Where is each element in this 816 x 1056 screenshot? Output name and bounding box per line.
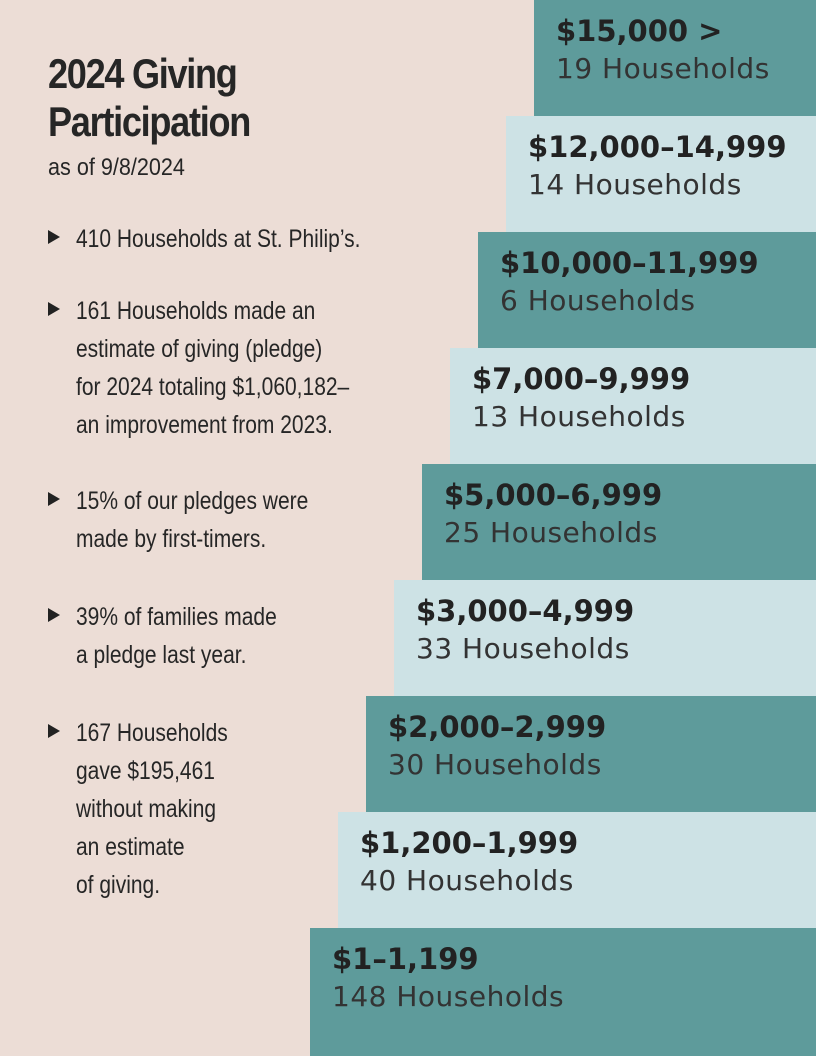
fact-line: 39% of families made <box>76 603 277 631</box>
fact-line: 161 Households made an <box>76 297 316 325</box>
tier-range: $3,000–4,999 <box>416 594 635 628</box>
fact-line: estimate of giving (pledge) <box>76 335 323 363</box>
fact-line: 167 Households <box>76 719 228 747</box>
fact-line: made by first-timers. <box>76 525 267 553</box>
triangle-bullet-icon <box>48 230 60 244</box>
fact-line: gave $195,461 <box>76 757 215 785</box>
tier-range: $5,000–6,999 <box>444 478 663 512</box>
fact-text <box>76 482 308 558</box>
giving-tier <box>450 348 816 464</box>
fact-text <box>76 714 228 904</box>
fact-line: for 2024 totaling $1,060,182– <box>76 373 350 401</box>
giving-tier <box>310 928 816 1056</box>
as-of-date: as of 9/8/2024 <box>48 154 185 181</box>
fact-item <box>48 714 257 904</box>
giving-tier <box>422 464 816 580</box>
title-line-2: Participation <box>48 98 251 145</box>
giving-tier <box>366 696 816 812</box>
giving-tier <box>338 812 816 928</box>
fact-line: an improvement from 2023. <box>76 411 333 439</box>
fact-line: 410 Households at St. Philip’s. <box>76 225 361 253</box>
giving-tier <box>534 0 816 116</box>
title-line-1: 2024 Giving <box>48 50 237 97</box>
fact-line: of giving. <box>76 871 161 899</box>
giving-tier <box>394 580 816 696</box>
tier-households: 40 Households <box>360 864 574 897</box>
tier-range: $2,000–2,999 <box>388 710 607 744</box>
fact-item <box>48 220 415 258</box>
fact-line: a pledge last year. <box>76 641 247 669</box>
fact-text <box>76 220 360 258</box>
giving-tier <box>478 232 816 348</box>
tier-households: 33 Households <box>416 632 630 665</box>
tier-range: $10,000–11,999 <box>500 246 759 280</box>
fact-line: an estimate <box>76 833 185 861</box>
tier-households: 6 Households <box>500 284 696 317</box>
tier-households: 148 Households <box>332 980 565 1013</box>
tier-range: $1,200–1,999 <box>360 826 579 860</box>
page-title <box>48 50 332 146</box>
fact-item <box>48 482 353 558</box>
fact-text <box>76 598 277 674</box>
tier-range: $1–1,199 <box>332 942 479 976</box>
triangle-bullet-icon <box>48 302 60 316</box>
fact-item <box>48 292 401 444</box>
tier-range: $12,000–14,999 <box>528 130 787 164</box>
fact-item <box>48 598 315 674</box>
tier-households: 13 Households <box>472 400 686 433</box>
tier-range: $15,000 > <box>556 14 723 48</box>
fact-line: without making <box>76 795 217 823</box>
fact-line: 15% of our pledges were <box>76 487 309 515</box>
fact-text <box>76 292 349 444</box>
tier-households: 30 Households <box>388 748 602 781</box>
triangle-bullet-icon <box>48 724 60 738</box>
triangle-bullet-icon <box>48 492 60 506</box>
giving-tier <box>506 116 816 232</box>
tier-range: $7,000–9,999 <box>472 362 691 396</box>
tier-households: 19 Households <box>556 52 770 85</box>
tier-households: 25 Households <box>444 516 658 549</box>
tier-households: 14 Households <box>528 168 742 201</box>
triangle-bullet-icon <box>48 608 60 622</box>
